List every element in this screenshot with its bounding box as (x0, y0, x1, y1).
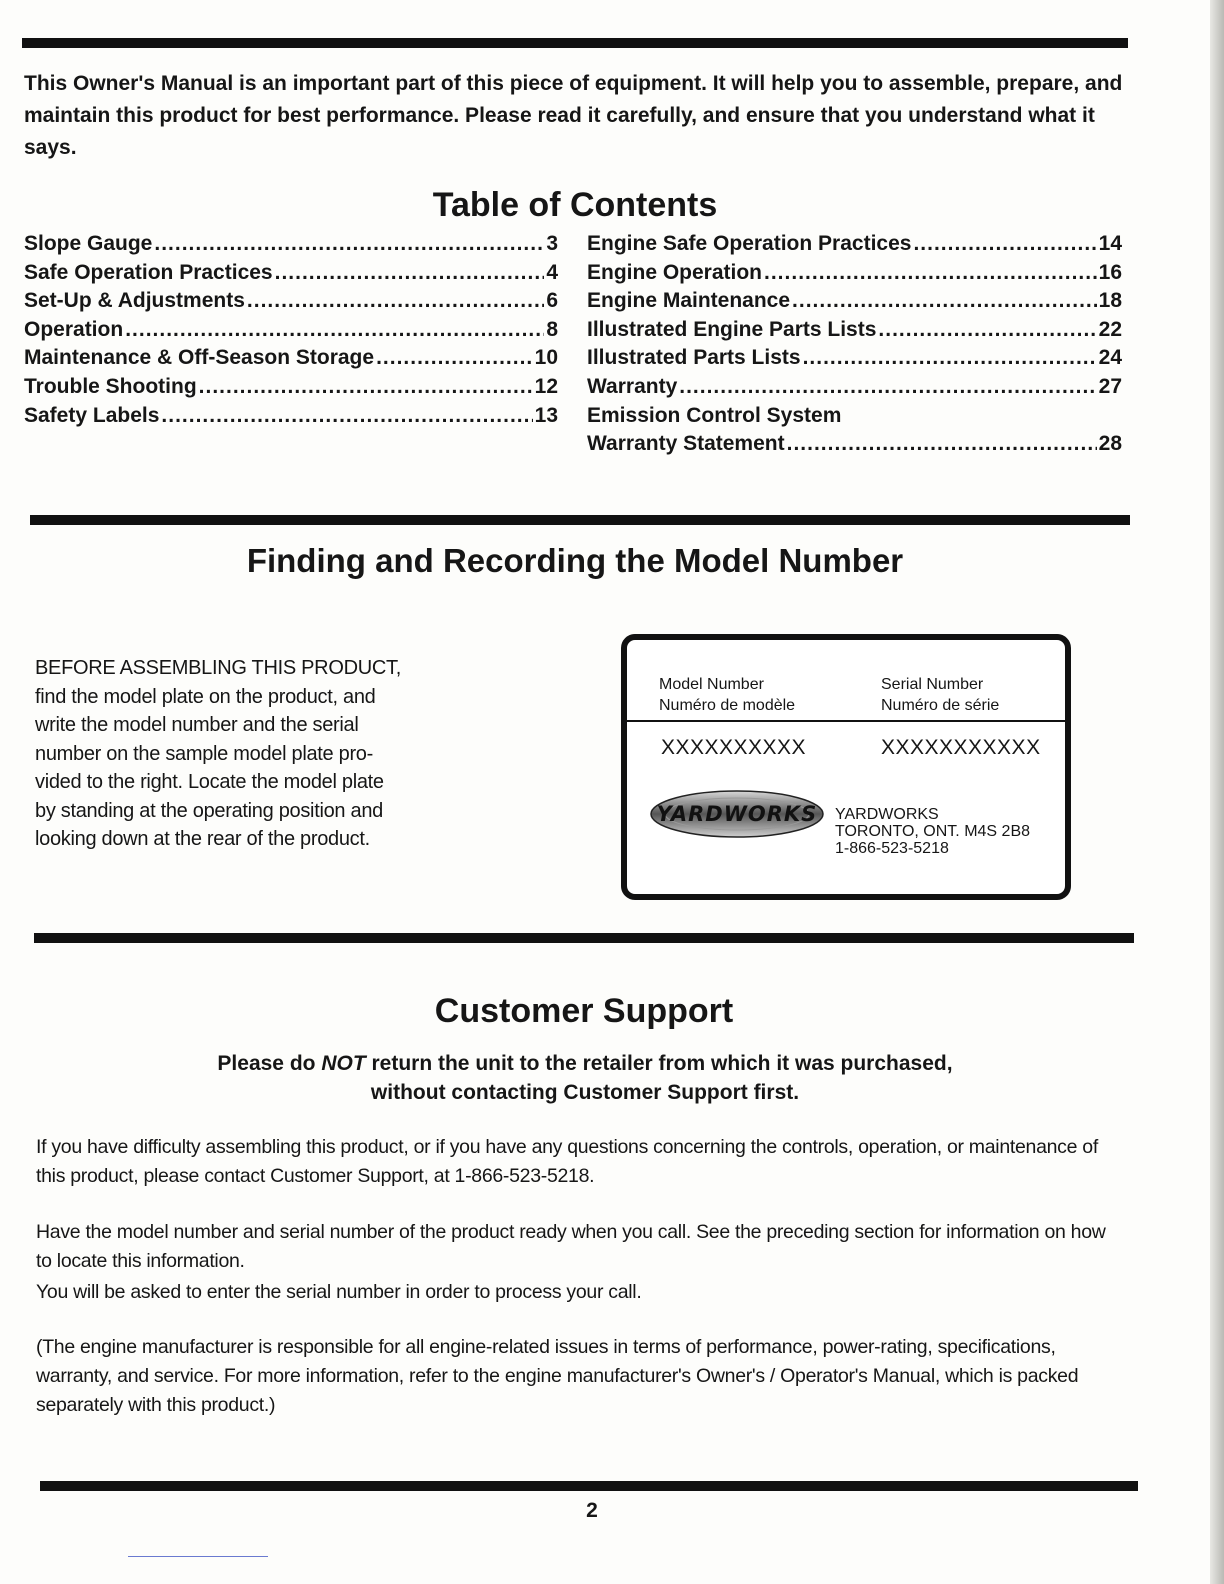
bottom-rule (40, 1481, 1138, 1491)
toc-entry-label: Safety Labels (24, 403, 160, 427)
toc-entry-label: Engine Maintenance (587, 289, 791, 313)
toc-entry[interactable] (587, 289, 1122, 318)
toc-entry-page: 22 (1098, 317, 1122, 341)
toc-entry[interactable] (24, 404, 558, 433)
toc-entry-page: 16 (1098, 260, 1122, 284)
toc-entry-label: Illustrated Parts Lists (587, 346, 801, 370)
toc-entry[interactable] (587, 432, 1122, 461)
intro-paragraph: This Owner's Manual is an important part of this piece of equipment. It will help you to assemble, prepare, and maintain this product for best performance. Please read it carefully, and ensure that you understand what it says. (24, 72, 1123, 159)
toc-entry-page: 24 (1098, 346, 1122, 370)
toc-entry-label: Slope Gauge (24, 232, 153, 255)
toc-entry-label: Warranty Statement (587, 432, 785, 456)
toc-entry-page: 18 (1098, 289, 1122, 313)
toc-entry-page: 6 (546, 289, 558, 313)
toc-entry[interactable] (24, 232, 558, 261)
toc-entry-page: 12 (534, 374, 558, 398)
toc-entry-page: 10 (534, 346, 558, 370)
toc-entry-label: Maintenance & Off-Season Storage (24, 346, 375, 370)
toc-entry[interactable] (587, 346, 1122, 375)
toc-entry-label: Engine Safe Operation Practices (587, 232, 912, 255)
toc-entry[interactable] (587, 232, 1122, 261)
model-plate (621, 634, 1071, 900)
toc-entry[interactable] (587, 261, 1122, 290)
svg-text:YARDWORKS: YARDWORKS (656, 802, 818, 826)
toc-entry-label: Illustrated Engine Parts Lists (587, 317, 877, 341)
toc-entry[interactable] (24, 346, 558, 375)
yardworks-logo (647, 788, 827, 840)
plate-divider (627, 720, 1065, 722)
page-edge (1210, 0, 1224, 1584)
model-section-title: Finding and Recording the Model Number (246, 542, 904, 579)
footer-mark (128, 1556, 268, 1557)
section-rule (34, 933, 1134, 943)
toc-entry-page: 14 (1098, 232, 1122, 255)
serial-number-value: XXXXXXXXXXX (881, 736, 1041, 759)
toc-right-column (587, 232, 1122, 461)
support-paragraph: If you have difficulty assembling this product, or if you have any questions concerning the controls, operation, or maintenance of this product, please contact Customer Support, at 1-866-523-5218. (36, 1136, 1098, 1187)
model-number-label: Model Number Numéro de modèle (659, 676, 796, 714)
model-instructions: BEFORE ASSEMBLING THIS PRODUCT, find the model plate on the product, and write the model number and the serial number on the sample model plate pro- vided to the right. Locate the model plate by standing at the operating position and looking down at the rear of the product. (35, 657, 401, 850)
page-number: 2 (586, 1499, 598, 1522)
plate-address: YARDWORKS TORONTO, ONT. M4S 2B8 1-866-523-5218 (835, 806, 1031, 857)
toc-entry[interactable] (587, 375, 1122, 404)
toc-entry-page: 8 (546, 317, 558, 341)
toc-left-column (24, 232, 558, 432)
toc-entry-label: Emission Control System (587, 403, 842, 427)
toc-entry[interactable] (24, 318, 558, 347)
support-title: Customer Support (434, 992, 734, 1030)
toc-entry-label: Set-Up & Adjustments (24, 289, 245, 313)
toc-entry-label: Trouble Shooting (24, 374, 197, 398)
toc-entry-page: 3 (546, 232, 558, 255)
toc-entry-label: Safe Operation Practices (24, 260, 273, 284)
toc-entry[interactable] (24, 261, 558, 290)
toc-entry-page: 13 (534, 403, 558, 427)
model-number-value: XXXXXXXXXX (661, 736, 807, 759)
serial-number-label: Serial Number Numéro de série (881, 676, 1000, 714)
toc-entry-page: 28 (1098, 432, 1122, 456)
toc-entry[interactable] (587, 404, 1122, 433)
toc-entry-label: Engine Operation (587, 260, 763, 284)
toc-entry[interactable] (24, 375, 558, 404)
toc-entry[interactable] (24, 289, 558, 318)
support-paragraph: (The engine manufacturer is responsible for all engine-related issues in terms of performance, power-rating, specifications, warranty, and service. For more information, refer to the engine manufacturer's Owner's / Operator's Manual, which is packed separately with this product.) (36, 1336, 1079, 1416)
toc-entry-label: Warranty (587, 374, 678, 398)
top-rule (22, 38, 1128, 48)
toc-title: Table of Contents (432, 186, 718, 224)
toc-entry-page: 4 (546, 260, 558, 284)
support-paragraph: Have the model number and serial number of the product ready when you call. See the preceding section for information on how to locate this information. (36, 1221, 1106, 1272)
toc-entry-label: Operation (24, 317, 124, 341)
support-warning: Please do NOT return the unit to the retailer from which it was purchased, without contacting Customer Support first. (217, 1052, 953, 1104)
toc-entry[interactable] (587, 318, 1122, 347)
toc-entry-page: 27 (1098, 374, 1122, 398)
section-rule (30, 515, 1130, 525)
support-paragraph: You will be asked to enter the serial number in order to process your call. (36, 1281, 642, 1303)
